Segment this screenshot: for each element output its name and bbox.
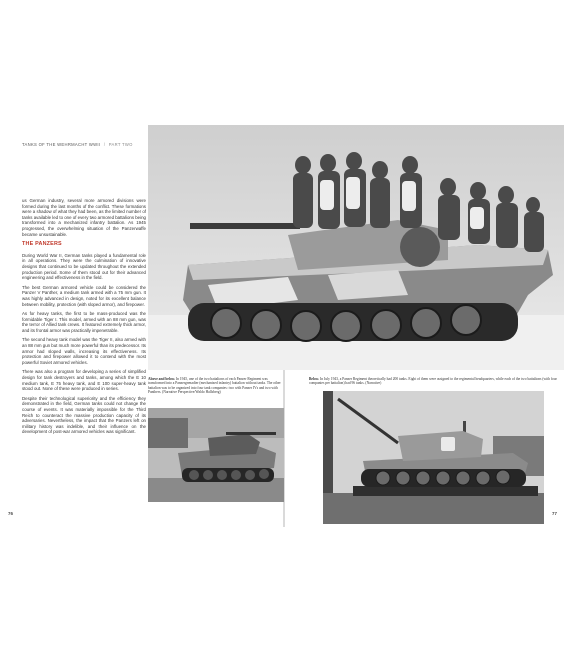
panther-tank-winter-photo: [148, 408, 284, 502]
paragraph-2: The best German armored vehicle could be considered the Panzer V Panther, a medium tank armed with a 75 mm gun. It was highly advanced in design, noted for its excellent balance between mobility, protection (with sloped armor), and firepower.: [22, 284, 146, 307]
intro-paragraph: us German industry, several more armored divisions were formed during the last months of the conflict. These formations were a shadow of what they had been, as the limited number of tanks available led to one of every two armored battalions being transformed into a mechanized infantry battalion. As 1945 progressed, the overwhelming situation of the Panzerwaffe became unsustainable.: [22, 198, 146, 237]
left-caption-text: In 1945, one of the two battalions of each Panzer Regiment was transformed into a Panzergrenadier (mechanized infantry) battalion without tanks. The other battalion was to be organized into four tank companies: two with Panzer IVs and two with Panthers. (Narrative Perspective/Waldo Hallsberg): [148, 377, 281, 395]
left-page-number: 76: [8, 511, 13, 516]
text-column: [22, 198, 146, 439]
left-photo-caption: [148, 377, 282, 395]
paragraph-1: During World War II, German tanks played a fundamental role in all operations. They were the culmination of innovative designs that continued to be updated throughout the extended production period. Some of them stood out for their advanced engineering and effectiveness in the field.: [22, 252, 146, 281]
right-page-number: 77: [552, 511, 557, 516]
right-caption-text: In July 1943, a Panzer Regiment theoretically had 200 tanks. Eight of them were assigned to the regimental headquarters, while each of the two battalions (with four companies per battalion) had 96 tanks. (Narrative): [309, 377, 557, 386]
paragraph-5: There was also a program for developing a series of simplified design for tank destroyers and tanks, among which the E 10 medium tank, E 75 heavy tank, and E 100 super-heavy tank stood out. None of these were produced in series.: [22, 369, 146, 392]
panzer-iv-on-railcar-photo: [323, 391, 544, 524]
right-photo-caption: [309, 377, 561, 386]
running-head: [22, 142, 133, 147]
section-heading: THE PANZERS: [22, 241, 62, 248]
part-label: PART TWO: [108, 142, 133, 147]
paragraph-3: As for heavy tanks, the first to be mass-produced was the formidable Tiger I. This model, armed with an 88 mm gun, was the terror of Allied tank crews. It featured extremely thick armor, and its frontal armor was practically impenetrable.: [22, 311, 146, 333]
header-separator: /: [103, 142, 106, 147]
right-caption-lead: Below.: [309, 377, 320, 381]
panther-tank-with-infantry-photo: [148, 125, 564, 370]
left-caption-lead: Above and below.: [148, 377, 176, 381]
book-title: TANKS OF THE WEHRMACHT WWII: [22, 142, 101, 147]
paragraph-4: The second heavy tank model was the Tiger II, also armed with an 88 mm gun but much more powerful than its predecessor. Its armor had sloped walls, increasing its effectiveness. Its protection and firepower allowed it to contend with the most powerful Soviet armored vehicles.: [22, 337, 146, 365]
paragraph-6: Despite their technological superiority and the efficiency they demonstrated in the field, German tanks could not change the course of events. It was materially impossible for the Third Reich to counteract the massive production capacity of its adversaries. Nevertheless, the impact that the Panzers left on military history was indelible, and their influence on the development of post-war armored vehicles was significant.: [22, 395, 146, 435]
